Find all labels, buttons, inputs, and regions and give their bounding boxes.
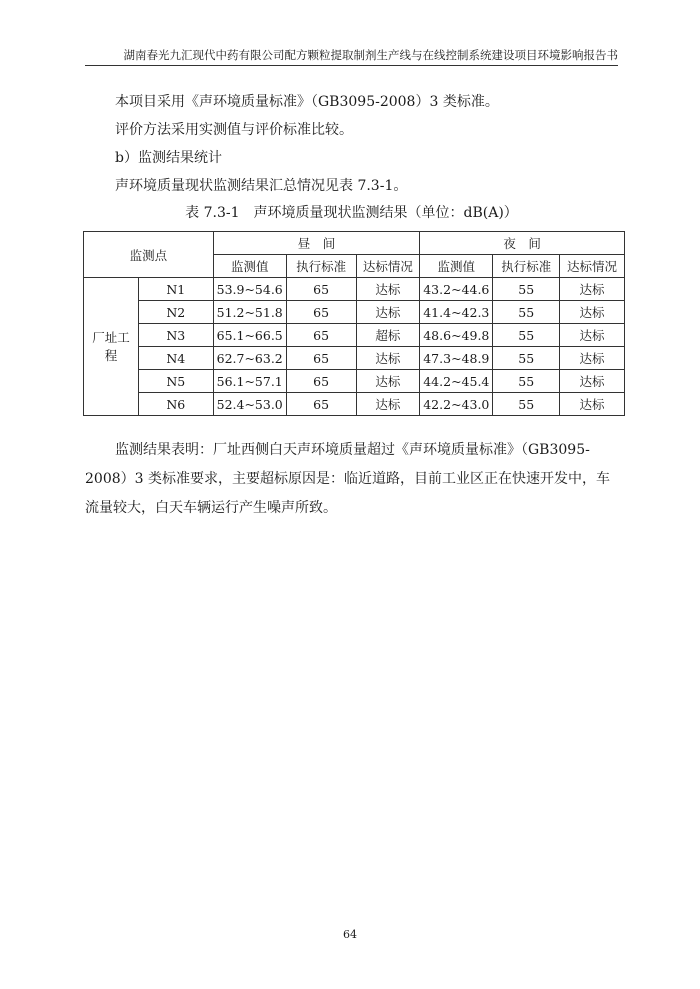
- cell-night-std: 55: [493, 370, 560, 393]
- cell-night-status: 达标: [560, 324, 625, 347]
- cell-night-value: 44.2~45.4: [420, 370, 493, 393]
- cell-point: N6: [138, 393, 213, 416]
- cell-night-status: 达标: [560, 347, 625, 370]
- paragraph-standard: 本项目采用《声环境质量标准》（GB3095-2008）3 类标准。: [115, 94, 499, 110]
- cell-night-status: 达标: [560, 393, 625, 416]
- cell-night-std: 55: [493, 347, 560, 370]
- cell-point: N2: [138, 301, 213, 324]
- cell-day-value: 65.1~66.5: [213, 324, 286, 347]
- subheader-night-value: 监测值: [420, 255, 493, 278]
- cell-point: N4: [138, 347, 213, 370]
- cell-point: N1: [138, 278, 213, 301]
- cell-day-std: 65: [286, 347, 356, 370]
- table-row: [84, 393, 625, 416]
- cell-night-value: 43.2~44.6: [420, 278, 493, 301]
- table-row: [84, 278, 625, 301]
- cell-night-value: 48.6~49.8: [420, 324, 493, 347]
- paragraph-conclusion: 监测结果表明：厂址西侧白天声环境质量超过《声环境质量标准》（GB3095-2008）3 类标准要求，主要超标原因是：临近道路，目前工业区正在快速开发中，车流量较大，白天车辆运行产生噪声所致。: [85, 442, 610, 516]
- noise-result-table: [83, 231, 625, 416]
- cell-day-value: 52.4~53.0: [213, 393, 286, 416]
- running-header: 湖南春光九汇现代中药有限公司配方颗粒提取制剂生产线与在线控制系统建设项目环境影响报告书: [85, 45, 618, 66]
- table-row: [84, 370, 625, 393]
- cell-day-std: 65: [286, 301, 356, 324]
- cell-day-std: 65: [286, 370, 356, 393]
- cell-night-value: 42.2~43.0: [420, 393, 493, 416]
- table-row: [84, 347, 625, 370]
- cell-night-value: 47.3~48.9: [420, 347, 493, 370]
- subheader-day-standard: 执行标准: [286, 255, 356, 278]
- cell-day-std: 65: [286, 324, 356, 347]
- page-number: 64: [343, 928, 357, 941]
- table-row: [84, 324, 625, 347]
- cell-night-status: 达标: [560, 301, 625, 324]
- cell-day-status: 达标: [356, 278, 420, 301]
- cell-point: N3: [138, 324, 213, 347]
- cell-day-value: 51.2~51.8: [213, 301, 286, 324]
- paragraph-method: 评价方法采用实测值与评价标准比较。: [115, 122, 353, 138]
- table-header-row: [84, 232, 625, 255]
- group-label-cell: 厂址工程: [84, 278, 139, 416]
- header-monitor-point: 监测点: [84, 232, 214, 278]
- cell-day-status: 达标: [356, 393, 420, 416]
- cell-day-std: 65: [286, 393, 356, 416]
- subheader-night-status: 达标情况: [560, 255, 625, 278]
- paragraph-table-ref: 声环境质量现状监测结果汇总情况见表 7.3-1。: [115, 178, 408, 194]
- subheader-night-standard: 执行标准: [493, 255, 560, 278]
- cell-day-std: 65: [286, 278, 356, 301]
- cell-day-value: 56.1~57.1: [213, 370, 286, 393]
- cell-night-status: 达标: [560, 278, 625, 301]
- cell-night-std: 55: [493, 278, 560, 301]
- cell-day-status: 达标: [356, 370, 420, 393]
- cell-day-status: 达标: [356, 301, 420, 324]
- cell-day-status: 达标: [356, 347, 420, 370]
- cell-night-std: 55: [493, 393, 560, 416]
- table-caption: 表 7.3-1 声环境质量现状监测结果（单位：dB(A)）: [185, 205, 518, 221]
- cell-day-status: 超标: [356, 324, 420, 347]
- header-day: 昼 间: [213, 232, 420, 255]
- cell-day-value: 53.9~54.6: [213, 278, 286, 301]
- cell-night-std: 55: [493, 301, 560, 324]
- subheader-day-value: 监测值: [213, 255, 286, 278]
- cell-night-value: 41.4~42.3: [420, 301, 493, 324]
- cell-night-status: 达标: [560, 370, 625, 393]
- header-night: 夜 间: [420, 232, 625, 255]
- table-row: [84, 301, 625, 324]
- cell-night-std: 55: [493, 324, 560, 347]
- cell-day-value: 62.7~63.2: [213, 347, 286, 370]
- cell-point: N5: [138, 370, 213, 393]
- subheader-day-status: 达标情况: [356, 255, 420, 278]
- section-heading-b: b）监测结果统计: [115, 150, 222, 166]
